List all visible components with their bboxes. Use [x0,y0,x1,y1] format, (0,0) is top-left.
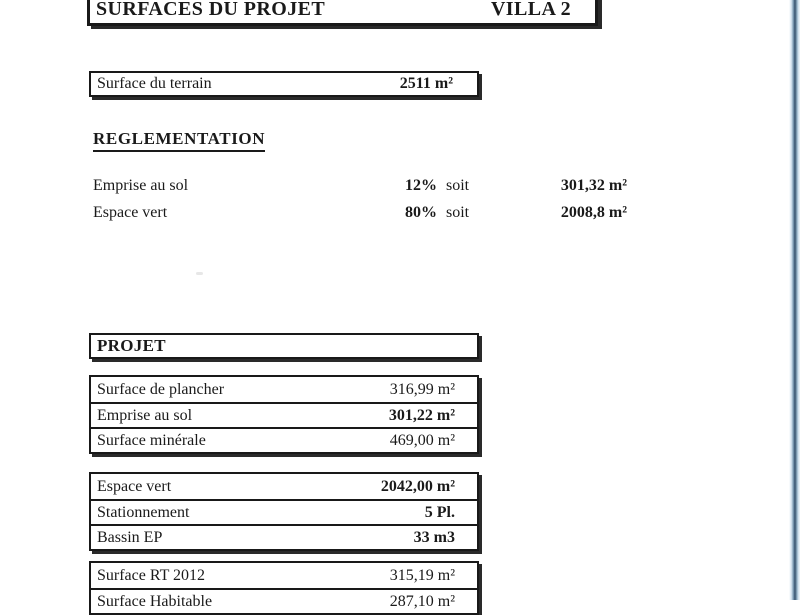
page-title: SURFACES DU PROJET [96,0,326,20]
terrain-surface-box [89,71,479,97]
table-row [91,499,477,524]
regl-row-percent: 12% [405,176,437,194]
projet-heading: PROJET [97,336,166,355]
row-label: Surface Habitable [97,592,213,610]
reglementation-row-espace-vert [93,199,627,226]
regl-row-value: 301,32 m² [560,176,627,194]
row-value: 469,00 m² [389,431,455,449]
table-row-partial [91,588,477,613]
project-name: VILLA 2 [490,0,571,20]
regl-row-label: Espace vert [93,203,168,221]
regl-row-connector: soit [446,176,470,194]
row-label: Emprise au sol [97,406,193,424]
row-value: 5 Pl. [424,503,455,521]
regl-row-connector: soit [446,203,470,221]
row-label: Bassin EP [97,528,163,546]
regl-row-value: 2008,8 m² [560,203,627,221]
window-edge-stripe [786,0,800,600]
table-row [91,524,477,549]
table-row [91,427,477,452]
projet-exterior-table [89,472,479,551]
row-value: 33 m3 [413,528,455,546]
projet-heading-box [89,333,479,359]
row-label: Surface RT 2012 [97,566,206,584]
document-title-bar [87,0,598,26]
table-row [91,474,477,499]
reglementation-rows [93,172,627,226]
row-value: 315,19 m² [389,566,455,584]
reglementation-heading: REGLEMENTATION [93,129,265,152]
row-label: Espace vert [97,477,172,495]
table-row [91,563,477,588]
row-value: 316,99 m² [389,380,455,398]
table-row [91,377,477,402]
regl-row-percent: 80% [405,203,437,221]
row-label: Stationnement [97,503,190,521]
projet-rt-table [89,561,479,615]
row-value: 287,10 m² [389,592,455,610]
terrain-value: 2511 m² [399,75,453,92]
regl-row-label: Emprise au sol [93,176,189,194]
table-row [91,402,477,427]
row-label: Surface de plancher [97,380,225,398]
row-value: 301,22 m² [388,406,455,424]
projet-surfaces-table [89,375,479,454]
reglementation-row-emprise [93,172,627,199]
scan-artifact-speck [196,272,203,275]
row-value: 2042,00 m² [380,477,455,495]
row-label: Surface minérale [97,431,206,449]
terrain-label: Surface du terrain [97,75,212,92]
